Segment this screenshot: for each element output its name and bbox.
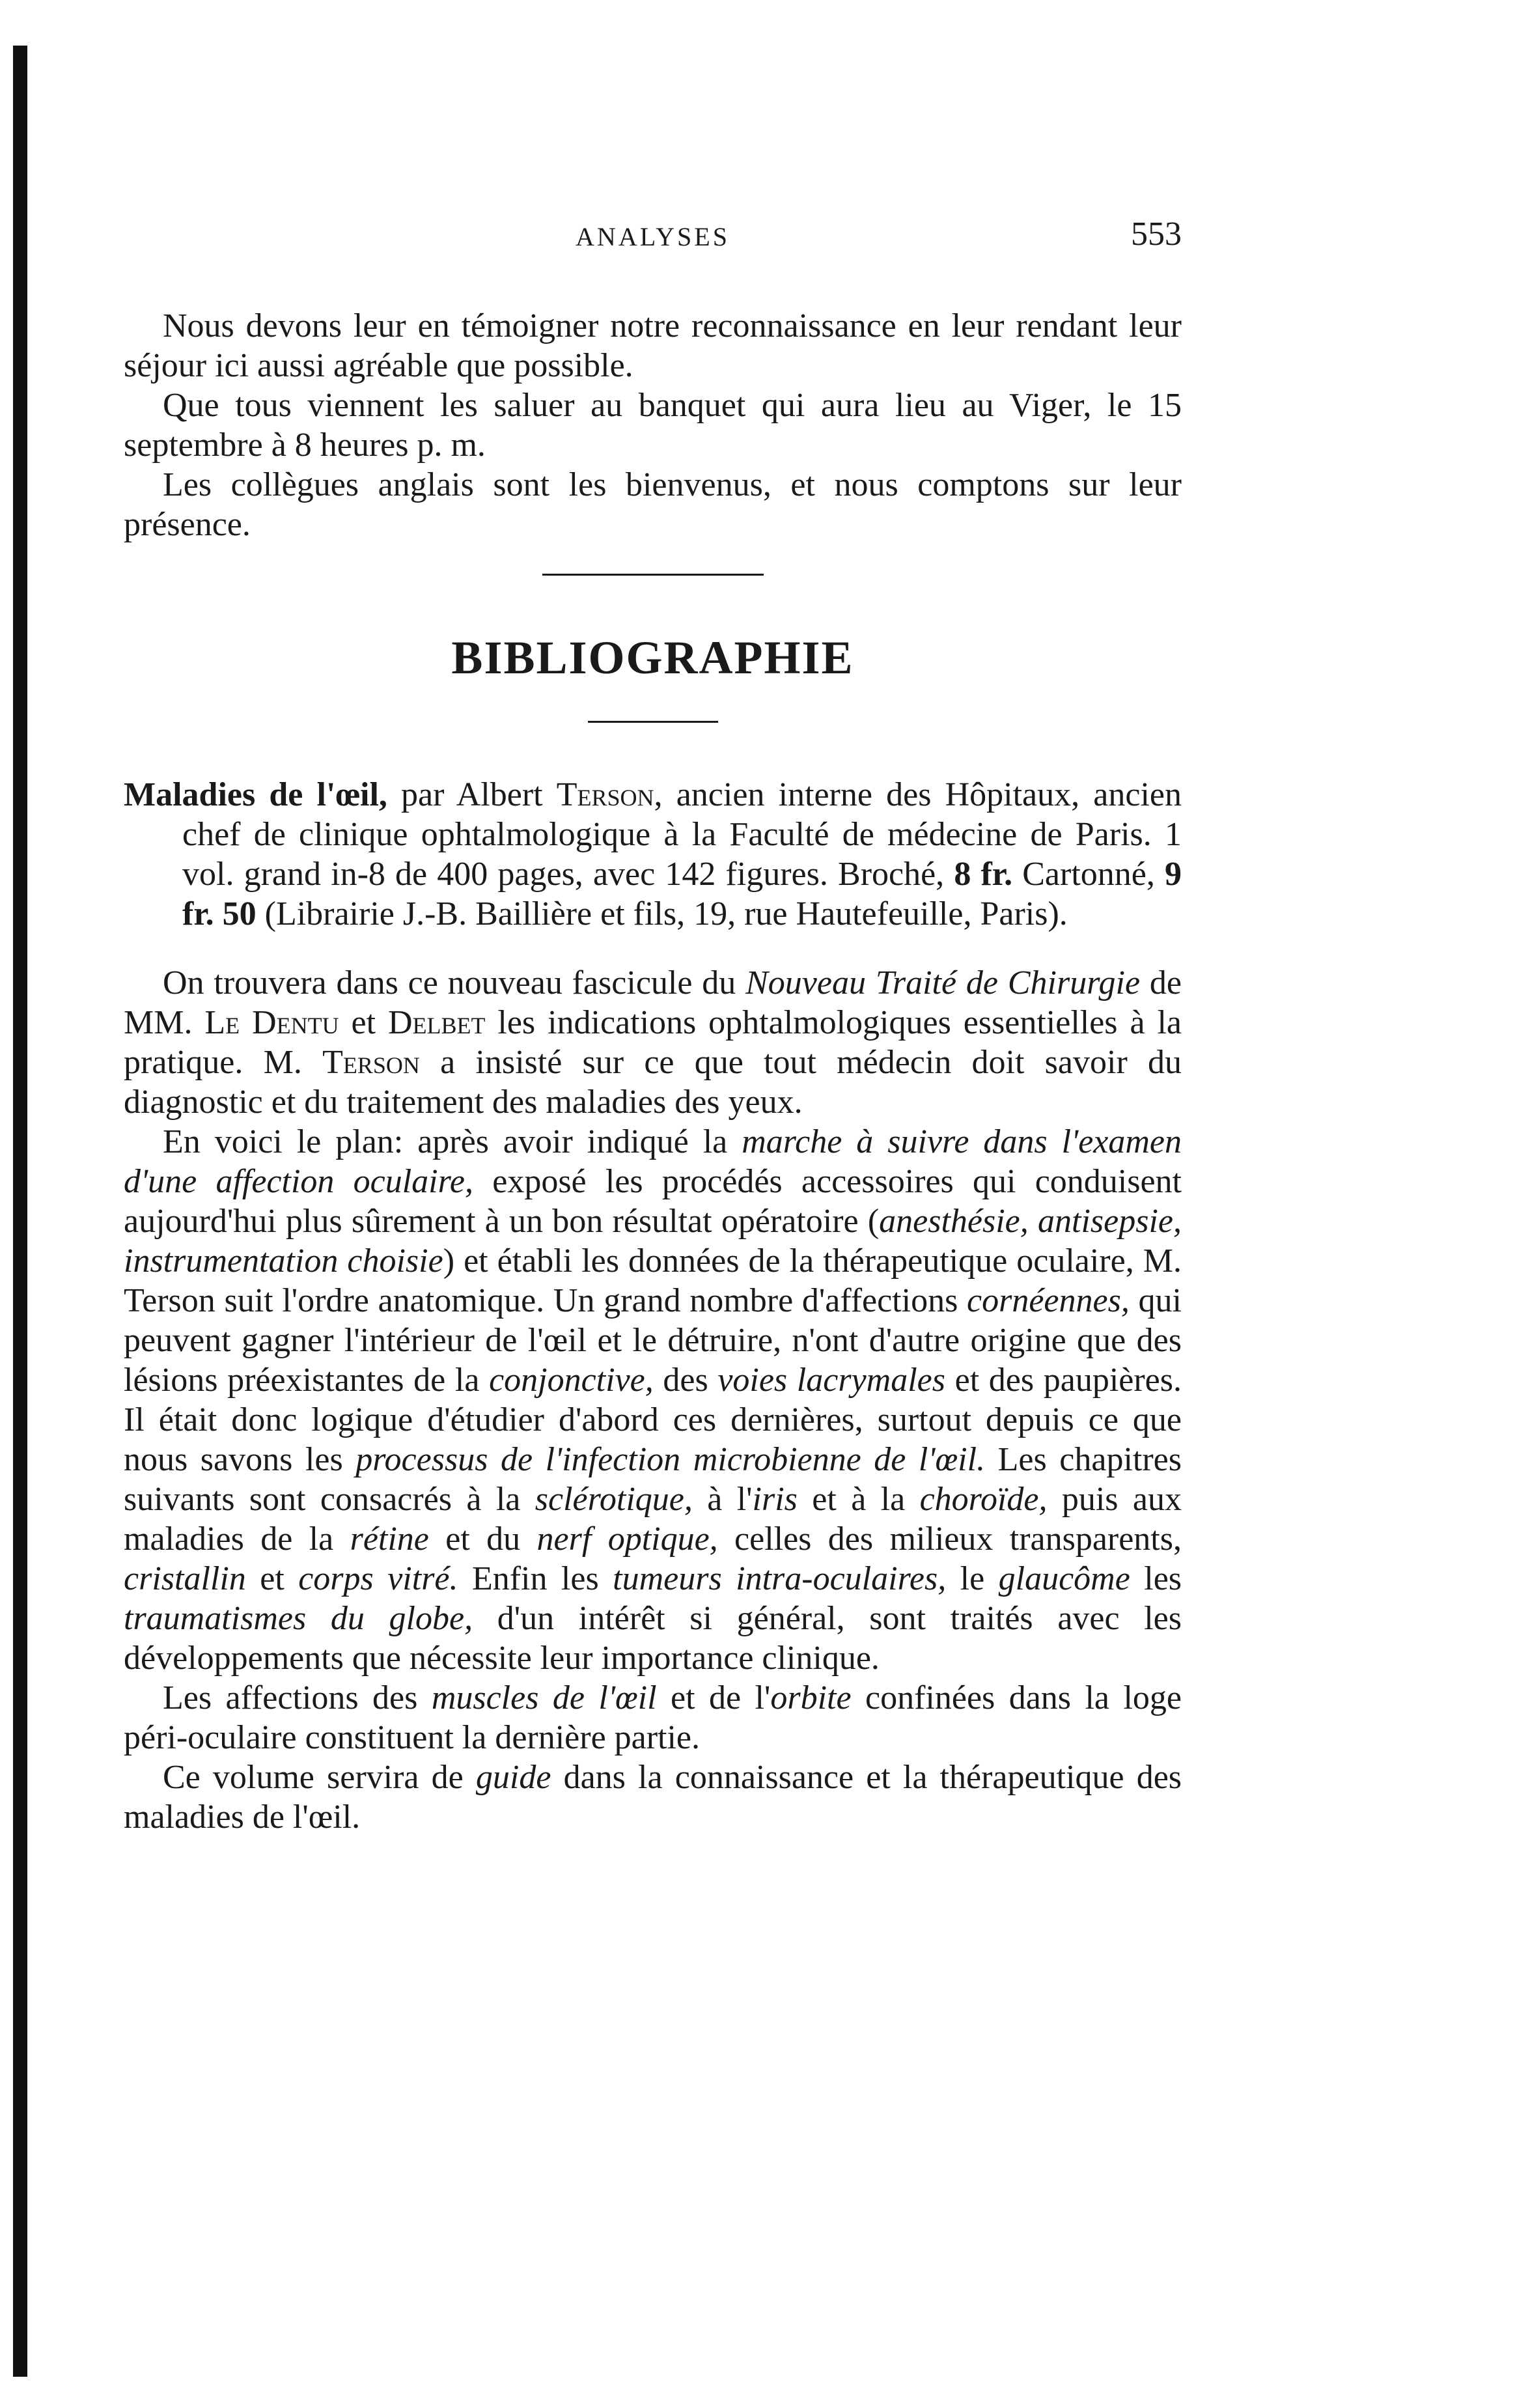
running-head [124, 216, 1182, 273]
binding-edge [13, 46, 27, 2377]
review-text: et [339, 1004, 388, 1041]
review-text: le [946, 1560, 999, 1597]
entry-text-4: (Librairie J.-B. Baillière et fils, 19, rue Hautefeuille, Paris). [256, 895, 1068, 932]
author-name: Terson, [556, 776, 663, 813]
section-title: BIBLIOGRAPHIE [451, 632, 854, 684]
review-italic: rétine [350, 1520, 429, 1558]
book-title: Maladies de l'œil, [124, 776, 387, 813]
review-italic: corps vitré. [298, 1560, 458, 1597]
review-italic: traumatismes du globe, [124, 1600, 473, 1637]
separator-rule [542, 574, 764, 576]
review-text: dans la connaissance et la thérapeutique des maladies de l'œil. [124, 1759, 1182, 1836]
review-text: les indications ophtalmologiques essentielles à la pratique. M. [124, 1004, 1182, 1081]
review-text: On trouvera dans ce nouveau fascicule du [163, 964, 746, 1001]
price-cartonne: 9 fr. 50 [182, 856, 1182, 932]
review-italic: guide [475, 1759, 551, 1796]
review-smallcaps: Delbet [387, 1004, 486, 1041]
section-rule [588, 721, 718, 723]
review-italic: glaucôme [998, 1560, 1130, 1597]
review-italic: voies lacrymales [717, 1362, 945, 1399]
review-text: confinées dans la loge péri-oculaire constituent la dernière partie. [124, 1679, 1182, 1756]
review-paragraph-2 [124, 1122, 1182, 1678]
review-text: et de l' [656, 1679, 771, 1716]
review-text: exposé les procédés accessoires qui conduisent aujourd'hui plus sûrement à un bon résultat opératoire ( [124, 1163, 1182, 1240]
review-italic: Nouveau Traité de Chirurgie [745, 964, 1141, 1001]
review-italic: iris [752, 1481, 798, 1518]
review-text: d'un intérêt si général, sont traités avec les développements que nécessite leur importance clinique. [124, 1600, 1182, 1677]
review-smallcaps: Le Dentu [204, 1004, 339, 1041]
intro-paragraph-3: Les collègues anglais sont les bienvenus, et nous comptons sur leur présence. [124, 466, 1182, 543]
review-paragraph-3 [124, 1678, 1182, 1757]
entry-text-2: ancien interne des Hôpitaux, ancien chef de clinique ophtalmologique à la Faculté de médecine de Paris. 1 vol. grand in-8 de 400 pages, avec 142 figures. Broché, [182, 776, 1182, 893]
review-text: les [1130, 1560, 1182, 1597]
intro-paragraph-1: Nous devons leur en témoigner notre reconnaissance en leur rendant leur séjour ici aussi agréable que possible. [124, 307, 1182, 384]
review-paragraph-4 [124, 1757, 1182, 1837]
review-text: ) et établi les données de la thérapeutique oculaire, M. Terson suit l'ordre anatomique. Un grand nombre d'affections [124, 1242, 1182, 1319]
review-text: et [245, 1560, 299, 1597]
review-italic: processus de l'infection microbienne de l'œil. [355, 1441, 986, 1478]
review-text: et à la [797, 1481, 920, 1518]
review-italic: choroïde, [919, 1481, 1048, 1518]
review-italic: marche à suivre dans l'examen d'une affection oculaire, [124, 1123, 1182, 1200]
review-text: puis aux maladies de la [124, 1481, 1182, 1558]
text-column [124, 216, 1182, 1837]
review-smallcaps: Terson [322, 1044, 420, 1081]
running-title: ANALYSES [576, 222, 730, 251]
review-text: et des paupières. Il était donc logique d'étudier d'abord ces dernières, surtout depuis ce que nous savons les [124, 1362, 1182, 1478]
review-text: de MM. [124, 964, 1182, 1041]
review-italic: conjonctive, [489, 1362, 654, 1399]
review-text: des [653, 1362, 718, 1399]
review-italic: nerf optique, [536, 1520, 718, 1558]
review-italic: cornéennes, [967, 1282, 1130, 1319]
review-text: Les chapitres suivants sont consacrés à la [124, 1441, 1182, 1518]
price-broche: 8 fr. [954, 856, 1013, 893]
page-number: 553 [1131, 216, 1182, 253]
review-italic: sclérotique, [535, 1481, 693, 1518]
review-italic: orbite [770, 1679, 852, 1716]
review-paragraph-1 [124, 963, 1182, 1122]
review-italic: anesthésie, antisepsie, instrumentation choisie [124, 1203, 1182, 1280]
review-italic: tumeurs intra-oculaires, [613, 1560, 947, 1597]
review-text: En voici le plan: après avoir indiqué la [163, 1123, 742, 1160]
intro-paragraph-2: Que tous viennent les saluer au banquet qui aura lieu au Viger, le 15 septembre à 8 heures p. m. [124, 387, 1182, 464]
entry-text-3: Cartonné, [1012, 856, 1165, 893]
review-text: qui peuvent gagner l'intérieur de l'œil et le détruire, n'ont d'autre origine que des lésions préexistantes de la [124, 1282, 1182, 1399]
review-text: et du [428, 1520, 537, 1558]
review-italic: cristallin [124, 1560, 246, 1597]
review-text: a insisté sur ce que tout médecin doit savoir du diagnostic et du traitement des maladies des yeux. [124, 1044, 1182, 1121]
review-italic: muscles de l'œil [431, 1679, 657, 1716]
bibliography-entry [124, 775, 1182, 934]
review-text: Les affections des [163, 1679, 432, 1716]
review-text: celles des milieux transparents, [717, 1520, 1182, 1558]
review-text: à l' [692, 1481, 753, 1518]
review-text: Ce volume servira de [163, 1759, 476, 1796]
entry-text-1: par Albert [387, 776, 557, 813]
review-text: Enfin les [458, 1560, 613, 1597]
